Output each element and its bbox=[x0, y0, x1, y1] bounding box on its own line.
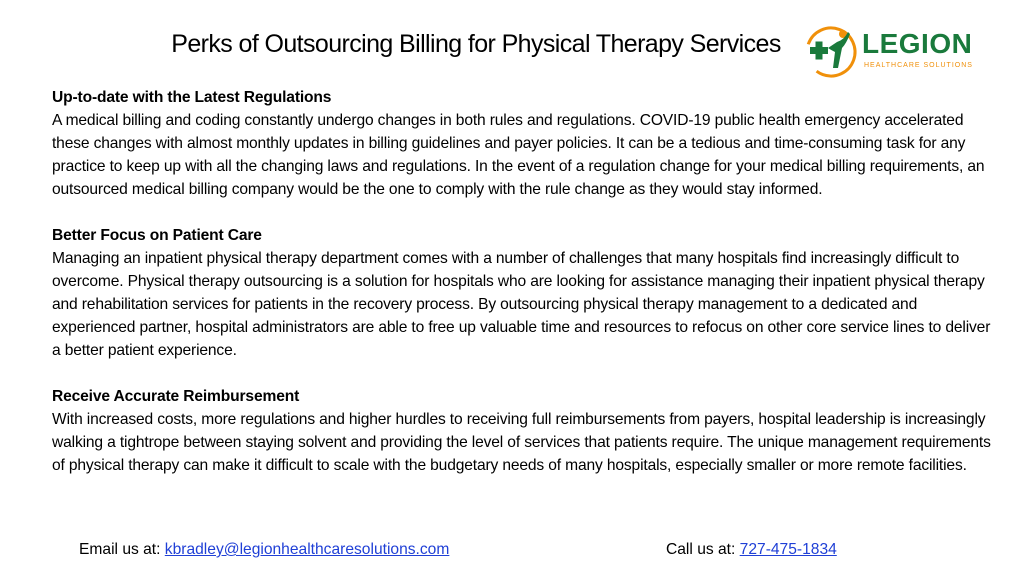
slide-title: Perks of Outsourcing Billing for Physical Therapy Services bbox=[171, 30, 781, 58]
section-reimbursement bbox=[52, 385, 1002, 477]
section-paragraph: A medical billing and coding constantly undergo changes in both rules and regulations. COVID-19 public health emergency accelerated these changes with almost monthly updates in billing guidelines and payer policies. It can be a tedious and time-consuming task for any practice to keep up with all the changing laws and regulations. In the event of a regulation change for your medical billing requirements, an outsourced medical billing company would be the one to comply with the rule change as they would stay informed. bbox=[52, 112, 985, 198]
email-label: Email us at: bbox=[79, 541, 165, 558]
section-patient-care bbox=[52, 224, 1002, 362]
cross-figure-logo-icon bbox=[804, 22, 860, 82]
section-heading: Up-to-date with the Latest Regulations bbox=[52, 89, 332, 106]
content-body bbox=[52, 86, 1002, 500]
phone-link[interactable]: 727-475-1834 bbox=[739, 541, 837, 558]
logo-tagline: HEALTHCARE SOLUTIONS bbox=[864, 62, 973, 69]
logo-wordmark: LEGION bbox=[862, 28, 973, 59]
section-heading: Receive Accurate Reimbursement bbox=[52, 388, 300, 405]
footer-email bbox=[79, 540, 449, 560]
phone-label: Call us at: bbox=[666, 541, 740, 558]
footer-phone bbox=[666, 540, 837, 560]
section-regulations bbox=[52, 86, 1002, 201]
email-link[interactable]: kbradley@legionhealthcaresolutions.com bbox=[164, 541, 450, 558]
section-paragraph: Managing an inpatient physical therapy department comes with a number of challenges that many hospitals find increasingly difficult to overcome. Physical therapy outsourcing is a solution for hospitals who are looking for assistance managing their inpatient physical therapy and rehabilitation services for patients in the recovery process. By outsourcing physical therapy management to a dedicated and experienced partner, hospital administrators are able to free up valuable time and resources to refocus on other core service lines to deliver a better patient experience. bbox=[52, 250, 991, 359]
section-paragraph: With increased costs, more regulations and higher hurdles to receiving full reimbursements from payers, hospital leadership is increasingly walking a tightrope between staying solvent and providing the level of services that patients require. The unique management requirements of physical therapy can make it difficult to scale with the budgetary needs of many hospitals, especially smaller or more remote facilities. bbox=[52, 411, 991, 474]
company-logo bbox=[804, 22, 984, 82]
section-heading: Better Focus on Patient Care bbox=[52, 227, 262, 244]
